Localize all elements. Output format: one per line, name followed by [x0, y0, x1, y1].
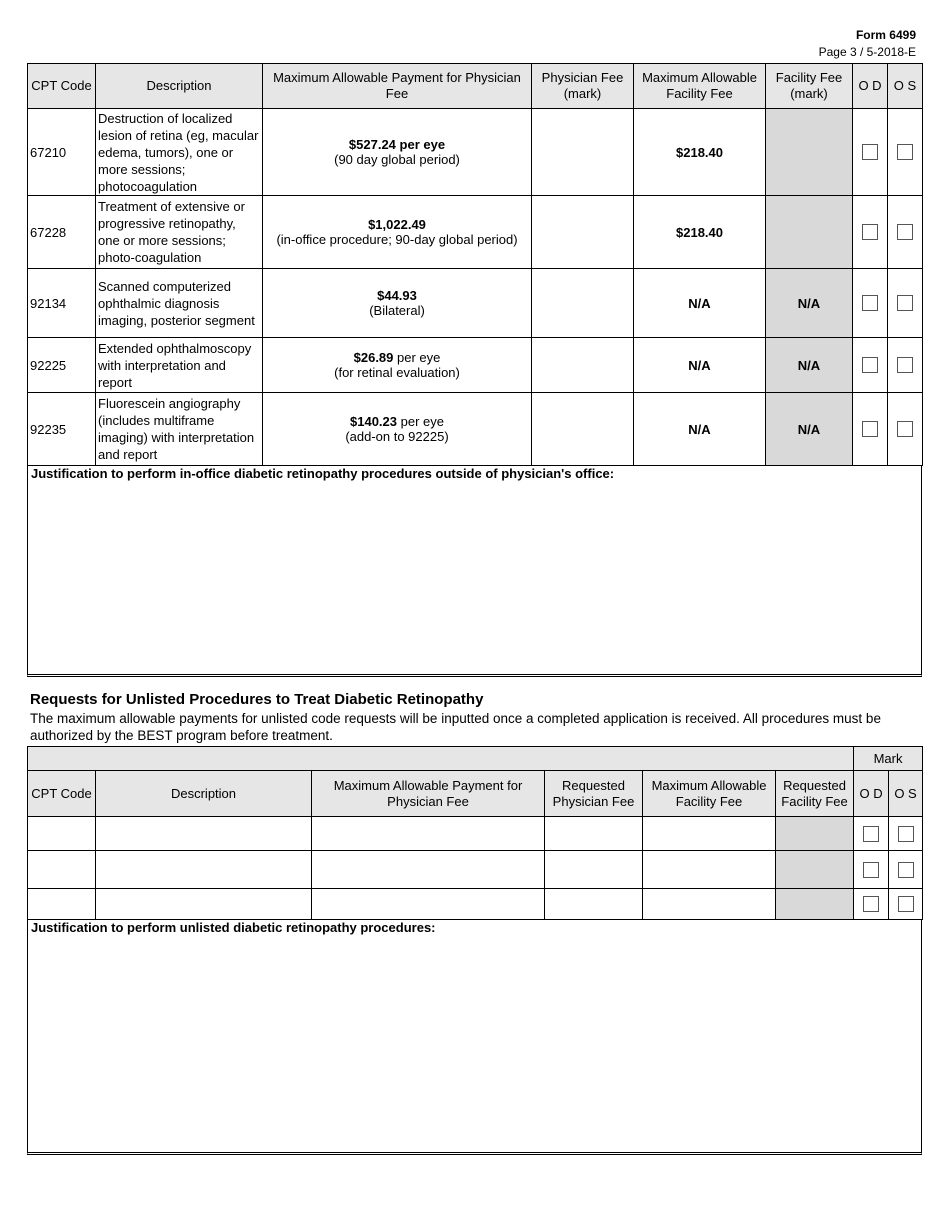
amount-note: (in-office procedure; 90-day global period)	[276, 232, 518, 247]
facility-fee-amount: $218.40	[634, 109, 766, 196]
amount-note: (add-on to 92225)	[345, 429, 449, 444]
os-checkbox[interactable]	[897, 295, 913, 311]
max-physician-fee-cell	[312, 889, 545, 920]
requested-physician-fee-input[interactable]	[545, 817, 643, 851]
procedure-description: Fluorescein angiography (includes multiframe imaging) with interpretation and report	[96, 393, 263, 466]
amount-suffix: per eye	[397, 414, 444, 429]
requested-facility-fee-cell	[776, 889, 854, 920]
col-requested-physician-fee: Requested Physician Fee	[545, 771, 643, 817]
od-cell	[853, 196, 888, 269]
cpt-code: 92235	[28, 393, 96, 466]
os-checkbox[interactable]	[897, 421, 913, 437]
od-cell	[854, 889, 889, 920]
table-row	[28, 817, 923, 851]
od-checkbox[interactable]	[863, 896, 879, 912]
requested-physician-fee-input[interactable]	[545, 851, 643, 889]
max-facility-fee-cell	[643, 817, 776, 851]
col-os: O S	[888, 64, 923, 109]
procedure-description: Scanned computerized ophthalmic diagnosis imaging, posterior segment	[96, 269, 263, 338]
col-od: O D	[854, 771, 889, 817]
os-cell	[889, 851, 923, 889]
amount: $26.89	[353, 350, 394, 365]
procedure-description: Treatment of extensive or progressive retinopathy, one or more sessions; photo-coagulation	[96, 196, 263, 269]
facility-fee-amount: N/A	[634, 393, 766, 466]
os-cell	[888, 338, 923, 393]
amount: $140.23	[350, 414, 397, 429]
facility-fee-mark-cell: N/A	[766, 269, 853, 338]
physician-fee-mark-cell[interactable]	[532, 338, 634, 393]
description-input[interactable]	[96, 817, 312, 851]
justification-outside-office-box[interactable]	[27, 466, 922, 677]
physician-fee-amount	[263, 393, 532, 466]
cpt-code: 92134	[28, 269, 96, 338]
physician-fee-mark-cell[interactable]	[532, 196, 634, 269]
col-max-facility-fee: Maximum Allowable Facility Fee	[634, 64, 766, 109]
mark-header-spacer	[28, 747, 854, 771]
cpt-code: 67210	[28, 109, 96, 196]
table-row	[28, 269, 923, 338]
cpt-code: 92225	[28, 338, 96, 393]
col-max-facility-fee: Maximum Allowable Facility Fee	[643, 771, 776, 817]
table-row	[28, 851, 923, 889]
unlisted-section-title: Requests for Unlisted Procedures to Treat Diabetic Retinopathy	[30, 691, 484, 708]
physician-fee-amount	[263, 269, 532, 338]
os-cell	[888, 393, 923, 466]
table-row	[28, 338, 923, 393]
os-cell	[889, 889, 923, 920]
facility-fee-mark-cell	[766, 196, 853, 269]
physician-fee-amount	[263, 109, 532, 196]
facility-fee-mark-cell: N/A	[766, 338, 853, 393]
description-input[interactable]	[96, 889, 312, 920]
od-cell	[853, 269, 888, 338]
table-row	[28, 393, 923, 466]
description-input[interactable]	[96, 851, 312, 889]
od-cell	[853, 109, 888, 196]
procedure-description: Extended ophthalmoscopy with interpretation and report	[96, 338, 263, 393]
os-cell	[889, 817, 923, 851]
col-cpt-code: CPT Code	[28, 64, 96, 109]
mark-header-row	[28, 747, 923, 771]
col-physician-fee-mark: Physician Fee (mark)	[532, 64, 634, 109]
od-checkbox[interactable]	[863, 826, 879, 842]
od-checkbox[interactable]	[862, 224, 878, 240]
justification-unlisted-box[interactable]	[27, 920, 922, 1155]
od-checkbox[interactable]	[862, 295, 878, 311]
amount-note: (for retinal evaluation)	[334, 365, 460, 380]
form-number: Form 6499	[855, 28, 916, 42]
cpt-code: 67228	[28, 196, 96, 269]
requested-physician-fee-input[interactable]	[545, 889, 643, 920]
od-cell	[854, 851, 889, 889]
col-facility-fee-mark: Facility Fee (mark)	[766, 64, 853, 109]
physician-fee-mark-cell[interactable]	[532, 109, 634, 196]
col-cpt-code: CPT Code	[28, 771, 96, 817]
os-checkbox[interactable]	[898, 896, 914, 912]
amount-note: (Bilateral)	[369, 303, 425, 318]
justification-unlisted-label: Justification to perform unlisted diabetic retinopathy procedures:	[31, 920, 436, 935]
amount: $1,022.49	[368, 217, 426, 232]
max-facility-fee-cell	[643, 889, 776, 920]
max-facility-fee-cell	[643, 851, 776, 889]
facility-fee-amount: $218.40	[634, 196, 766, 269]
justification-outside-office-label: Justification to perform in-office diabetic retinopathy procedures outside of physician's office:	[31, 466, 615, 481]
cpt-code-input[interactable]	[28, 889, 96, 920]
od-cell	[854, 817, 889, 851]
od-cell	[853, 338, 888, 393]
physician-fee-mark-cell[interactable]	[532, 269, 634, 338]
requested-facility-fee-cell	[776, 851, 854, 889]
od-checkbox[interactable]	[862, 421, 878, 437]
col-max-physician-fee: Maximum Allowable Payment for Physician Fee	[312, 771, 545, 817]
table-row	[28, 889, 923, 920]
col-od: O D	[853, 64, 888, 109]
physician-fee-mark-cell[interactable]	[532, 393, 634, 466]
os-cell	[888, 269, 923, 338]
col-max-physician-fee: Maximum Allowable Payment for Physician Fee	[263, 64, 532, 109]
os-checkbox[interactable]	[897, 224, 913, 240]
amount-suffix: per eye	[393, 350, 441, 365]
requested-facility-fee-cell	[776, 817, 854, 851]
os-checkbox[interactable]	[897, 357, 913, 373]
od-checkbox[interactable]	[862, 144, 878, 160]
col-requested-facility-fee: Requested Facility Fee	[776, 771, 854, 817]
unlisted-section-description: The maximum allowable payments for unlisted code requests will be inputted once a completed application is received. All procedures must be authorized by the BEST program before treatment.	[30, 711, 881, 743]
od-checkbox[interactable]	[863, 862, 879, 878]
os-checkbox[interactable]	[898, 862, 914, 878]
col-os: O S	[889, 771, 923, 817]
facility-fee-mark-cell: N/A	[766, 393, 853, 466]
facility-fee-mark-cell	[766, 109, 853, 196]
col-description: Description	[96, 771, 312, 817]
amount-note: (90 day global period)	[334, 152, 460, 167]
amount: $44.93	[377, 288, 417, 303]
amount: $527.24 per eye	[348, 137, 446, 152]
physician-fee-amount	[263, 338, 532, 393]
unlisted-procedures-table	[27, 746, 923, 920]
col-description: Description	[96, 64, 263, 109]
os-checkbox[interactable]	[898, 826, 914, 842]
os-checkbox[interactable]	[897, 144, 913, 160]
page-number: Page 3 / 5-2018-E	[818, 45, 916, 59]
physician-fee-amount	[263, 196, 532, 269]
procedures-table	[27, 63, 923, 466]
os-cell	[888, 109, 923, 196]
table-header-row	[28, 771, 923, 817]
od-cell	[853, 393, 888, 466]
cpt-code-input[interactable]	[28, 817, 96, 851]
table-row	[28, 109, 923, 196]
os-cell	[888, 196, 923, 269]
table-header-row	[28, 64, 923, 109]
max-physician-fee-cell	[312, 851, 545, 889]
table-row	[28, 196, 923, 269]
od-checkbox[interactable]	[862, 357, 878, 373]
facility-fee-amount: N/A	[634, 269, 766, 338]
cpt-code-input[interactable]	[28, 851, 96, 889]
max-physician-fee-cell	[312, 817, 545, 851]
procedure-description: Destruction of localized lesion of retina (eg, macular edema, tumors), one or more sessions; photocoagulation	[96, 109, 263, 196]
mark-header: Mark	[854, 747, 923, 771]
facility-fee-amount: N/A	[634, 338, 766, 393]
